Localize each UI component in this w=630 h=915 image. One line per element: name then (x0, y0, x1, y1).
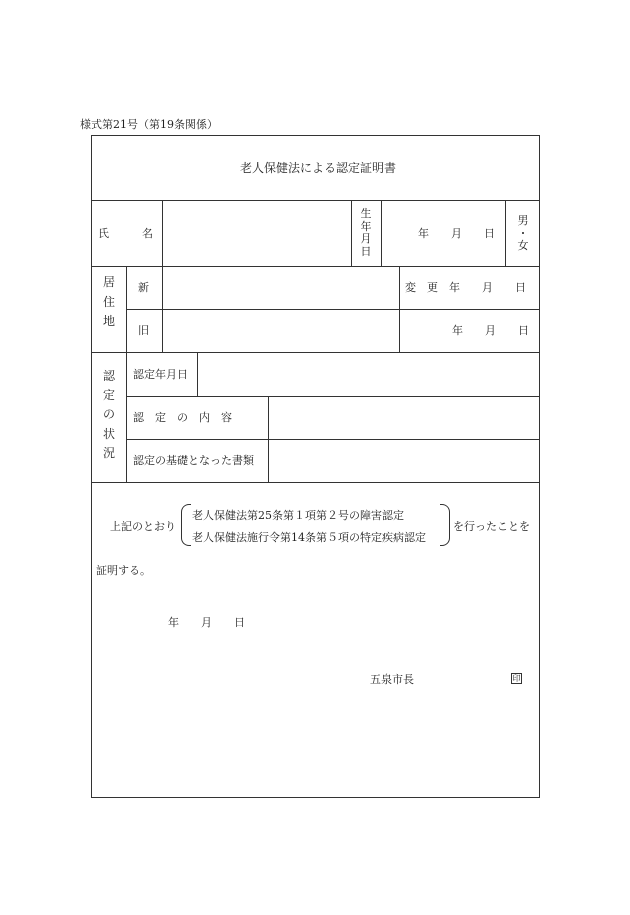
statement-prefix: 上記のとおり (110, 520, 176, 533)
divider (126, 309, 540, 310)
name-label: 氏 名 (98, 227, 153, 240)
statement-suffix: を行ったことを (453, 520, 530, 533)
divider (162, 266, 163, 352)
divider (197, 352, 198, 396)
old-residence-date-field: 年 月 日 (452, 324, 529, 337)
certification-basis-label: 認定の基礎となった書類 (133, 454, 254, 467)
divider (91, 482, 540, 483)
certification-date-label: 認定年月日 (133, 368, 188, 381)
divider (351, 200, 352, 266)
divider (505, 200, 506, 266)
divider (91, 200, 540, 201)
left-bracket (181, 504, 191, 546)
divider (91, 352, 540, 353)
form-number: 様式第21号（第19条関係） (80, 118, 218, 131)
statement-line2: 証明する。 (96, 564, 151, 577)
sex-field: 男 ・ 女 (517, 214, 529, 253)
seal-mark (511, 673, 522, 684)
change-date-field: 変 更 年 月 日 (405, 281, 526, 294)
certification-content-label: 認 定 の 内 容 (133, 411, 232, 424)
signer-title: 五泉市長 (370, 673, 414, 686)
divider (399, 266, 400, 352)
certification-option-disability: 老人保健法第25条第１項第２号の障害認定 (192, 509, 404, 522)
residence-new-label: 新 (138, 281, 149, 294)
residence-old-label: 旧 (138, 324, 149, 337)
birth-date-field: 年 月 日 (418, 227, 495, 240)
divider (126, 439, 540, 440)
divider (268, 396, 269, 482)
divider (381, 200, 382, 266)
certification-option-disease: 老人保健法施行令第14条第５項の特定疾病認定 (192, 531, 426, 544)
birth-date-label: 生 年 月 日 (360, 207, 372, 258)
residence-label: 居 住 地 (102, 275, 115, 329)
divider (162, 200, 163, 266)
issue-date-field: 年 月 日 (168, 616, 245, 629)
document-title: 老人保健法による認定証明書 (240, 161, 397, 175)
right-bracket (440, 504, 450, 546)
certification-status-label: 認 定 の 状 況 (102, 369, 115, 460)
divider (126, 266, 127, 482)
divider (126, 396, 540, 397)
seal-label: 印 (512, 674, 521, 683)
divider (91, 266, 540, 267)
